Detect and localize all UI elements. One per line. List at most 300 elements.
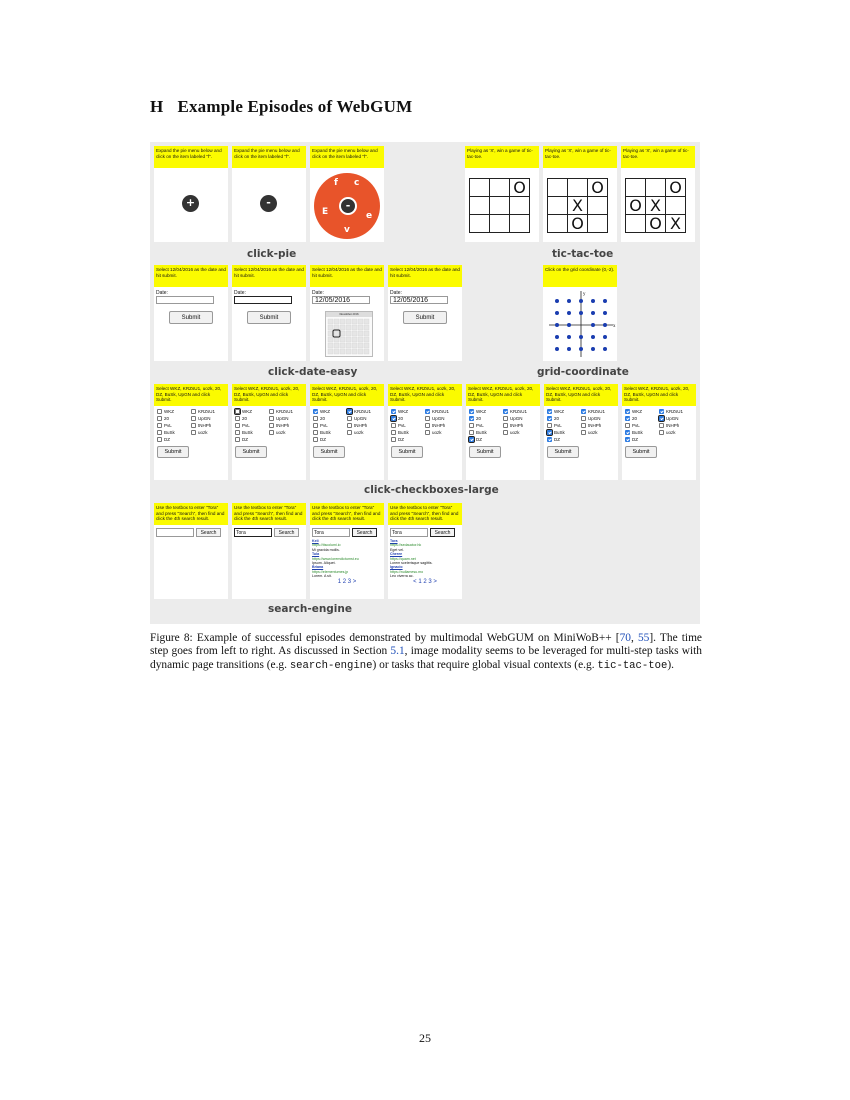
checkbox-option[interactable]: [391, 430, 425, 435]
checkbox[interactable]: [503, 416, 508, 421]
search-button[interactable]: Search: [196, 528, 221, 537]
checkbox[interactable]: [425, 416, 430, 421]
grid-point[interactable]: [567, 323, 571, 327]
checkbox[interactable]: [313, 416, 318, 421]
result-title[interactable]: Keli: [312, 539, 319, 543]
checkbox-option[interactable]: [191, 409, 225, 414]
calendar-day[interactable]: [352, 331, 357, 336]
calendar-day[interactable]: [346, 337, 351, 342]
checkbox-label: 20: [164, 416, 170, 421]
checkbox[interactable]: [235, 409, 240, 414]
calendar-day[interactable]: [358, 343, 363, 348]
checkbox[interactable]: [313, 423, 318, 428]
checkbox-option[interactable]: [191, 423, 225, 428]
checkbox-option[interactable]: [547, 409, 581, 414]
checkbox-step-5: [466, 384, 540, 480]
checkbox-label: BuSk: [164, 430, 175, 435]
date-input[interactable]: [234, 296, 292, 304]
search-step-4: [388, 503, 462, 599]
checkbox-option[interactable]: [313, 423, 347, 428]
ttt-cell[interactable]: [490, 197, 510, 215]
submit-button[interactable]: Submit: [547, 446, 579, 458]
date-field-label: Date:: [156, 290, 168, 296]
checkbox[interactable]: [157, 409, 162, 414]
grid-point[interactable]: [567, 299, 571, 303]
calendar-day[interactable]: [358, 337, 363, 342]
search-step-1: [154, 503, 228, 599]
calendar-day[interactable]: [340, 319, 345, 324]
checkbox-option[interactable]: [425, 416, 459, 421]
submit-button[interactable]: Submit: [625, 446, 657, 458]
section-link[interactable]: 5.1: [390, 645, 405, 658]
pie-item[interactable]: E: [322, 207, 329, 217]
grid-point[interactable]: [555, 323, 559, 327]
checkbox[interactable]: [659, 416, 664, 421]
checkbox-option[interactable]: [659, 409, 693, 414]
checkbox-label: PvL: [554, 423, 562, 428]
checkbox-label: KRZsU1: [354, 409, 372, 414]
ttt-cell[interactable]: [588, 197, 608, 215]
checkbox[interactable]: [659, 430, 664, 435]
checkbox-label: DZ: [632, 437, 638, 442]
checkbox[interactable]: [347, 430, 352, 435]
pie-item[interactable]: f: [334, 178, 338, 188]
ttt-cell[interactable]: [568, 215, 588, 233]
checkbox[interactable]: [391, 416, 396, 421]
checkbox[interactable]: [191, 430, 196, 435]
search-input[interactable]: Tora: [312, 528, 350, 537]
checkbox-label: KRZsU1: [666, 409, 684, 414]
checkbox-option[interactable]: [347, 409, 381, 414]
checkbox-option[interactable]: [581, 423, 615, 428]
checkbox-option[interactable]: [157, 430, 191, 435]
submit-button[interactable]: Submit: [157, 446, 189, 458]
ttt-cell[interactable]: [548, 179, 568, 197]
checkbox[interactable]: [469, 416, 474, 421]
search-instruction: Use the textbox to enter "Tora" and press "Search", then find and click the 4th search result.: [154, 503, 228, 525]
grid-point[interactable]: [591, 335, 595, 339]
checkbox[interactable]: [547, 416, 552, 421]
grid-point[interactable]: [567, 347, 571, 351]
calendar-day[interactable]: [364, 319, 369, 324]
ttt-cell[interactable]: [666, 197, 686, 215]
search-instruction: Use the textbox to enter "Tora" and press "Search", then find and click the 4th search result.: [232, 503, 306, 525]
ttt-cell[interactable]: [646, 179, 666, 197]
checkbox-option[interactable]: [313, 430, 347, 435]
calendar-day[interactable]: [364, 343, 369, 348]
checkbox-option[interactable]: [425, 409, 459, 414]
checkbox-option[interactable]: [425, 430, 459, 435]
checkbox[interactable]: [625, 409, 630, 414]
checkbox-option[interactable]: [157, 437, 191, 442]
grid-point[interactable]: [579, 335, 583, 339]
checkbox-label: tNHPh: [510, 423, 524, 428]
calendar-day[interactable]: [328, 325, 333, 330]
checkbox-option[interactable]: [347, 423, 381, 428]
checkbox[interactable]: [547, 409, 552, 414]
grid-point[interactable]: [579, 299, 583, 303]
submit-button[interactable]: Submit: [235, 446, 267, 458]
ttt-cell[interactable]: [490, 179, 510, 197]
checkbox[interactable]: [157, 430, 162, 435]
checkbox[interactable]: [547, 437, 552, 442]
calendar-day[interactable]: [358, 325, 363, 330]
ttt-mark: O: [591, 177, 604, 197]
checkbox[interactable]: [425, 409, 430, 414]
ttt-instruction: Playing as 'X', win a game of tic-tac-toe.: [621, 146, 695, 168]
checkbox[interactable]: [547, 430, 552, 435]
checkbox[interactable]: [313, 437, 318, 442]
checkbox[interactable]: [191, 416, 196, 421]
calendar-day[interactable]: [364, 337, 369, 342]
ttt-cell[interactable]: [568, 179, 588, 197]
checkbox-option[interactable]: [269, 416, 303, 421]
submit-button[interactable]: Submit: [469, 446, 501, 458]
calendar-day[interactable]: [352, 349, 357, 354]
calendar-day[interactable]: [358, 319, 363, 324]
calendar-popup: [325, 311, 373, 357]
date-input[interactable]: 12/05/2016: [312, 296, 370, 304]
grid-point[interactable]: [603, 335, 607, 339]
checkbox[interactable]: [313, 430, 318, 435]
ttt-cell[interactable]: [510, 215, 530, 233]
checkbox-option[interactable]: [391, 416, 425, 421]
checkbox[interactable]: [469, 423, 474, 428]
calendar-day[interactable]: [340, 325, 345, 330]
ttt-cell[interactable]: [626, 197, 646, 215]
calendar-day[interactable]: [328, 337, 333, 342]
calendar-day[interactable]: [364, 325, 369, 330]
checkbox-option[interactable]: [625, 409, 659, 414]
checkbox-option[interactable]: [235, 409, 269, 414]
grid-point[interactable]: [591, 311, 595, 315]
ttt-cell[interactable]: [666, 179, 686, 197]
grid-point[interactable]: [603, 299, 607, 303]
checkbox[interactable]: [391, 409, 396, 414]
checkbox-option[interactable]: [191, 430, 225, 435]
ttt-cell[interactable]: [666, 215, 686, 233]
pie-item[interactable]: v: [344, 225, 350, 235]
checkbox-option[interactable]: [625, 423, 659, 428]
checkbox[interactable]: [191, 409, 196, 414]
calendar-day[interactable]: [346, 319, 351, 324]
checkbox-label: UpGN: [198, 416, 211, 421]
checkbox-option[interactable]: [157, 423, 191, 428]
date-step-4: [388, 265, 462, 361]
checkbox-option[interactable]: [503, 409, 537, 414]
search-button[interactable]: Search: [352, 528, 377, 537]
checkbox[interactable]: [391, 430, 396, 435]
checkbox-option[interactable]: [581, 409, 615, 414]
checkbox[interactable]: [191, 423, 196, 428]
calendar-day[interactable]: [328, 349, 333, 354]
search-input[interactable]: [156, 528, 194, 537]
caption-text: ) or tasks that require global visual contexts (e.g.: [372, 658, 598, 671]
pie-menu-button[interactable]: -: [260, 195, 277, 212]
submit-button[interactable]: Submit: [169, 311, 213, 324]
checkbox-label: WKZ: [554, 409, 564, 414]
checkbox-option[interactable]: [235, 416, 269, 421]
grid-point[interactable]: [567, 335, 571, 339]
checkbox[interactable]: [469, 437, 474, 442]
checkbox-label: PvL: [164, 423, 172, 428]
calendar-day[interactable]: [334, 349, 339, 354]
checkbox[interactable]: [235, 423, 240, 428]
calendar-day[interactable]: [364, 349, 369, 354]
checkbox-option[interactable]: [503, 430, 537, 435]
checkbox[interactable]: [313, 409, 318, 414]
checkbox[interactable]: [581, 430, 586, 435]
calendar-day[interactable]: [346, 325, 351, 330]
checkbox-label: KRZsU1: [198, 409, 216, 414]
pie-menu-button[interactable]: -: [339, 197, 357, 215]
checkbox[interactable]: [625, 416, 630, 421]
grid-point[interactable]: [591, 323, 595, 327]
ttt-cell[interactable]: [470, 215, 490, 233]
checkbox-option[interactable]: [547, 416, 581, 421]
checkbox[interactable]: [347, 416, 352, 421]
grid-point[interactable]: [591, 299, 595, 303]
checkbox-option[interactable]: [547, 423, 581, 428]
checkbox-option[interactable]: [547, 430, 581, 435]
result-title[interactable]: Ignacio: [390, 565, 403, 570]
checkbox[interactable]: [625, 423, 630, 428]
checkbox-option[interactable]: [235, 430, 269, 435]
checkbox-label: WKZ: [320, 409, 330, 414]
pie-menu-button[interactable]: +: [182, 195, 199, 212]
result-title[interactable]: Cheree: [390, 552, 403, 557]
checkbox[interactable]: [391, 423, 396, 428]
checkbox-option[interactable]: [157, 409, 191, 414]
checkbox-option[interactable]: [313, 416, 347, 421]
calendar-day[interactable]: [364, 331, 369, 336]
ttt-cell[interactable]: [548, 215, 568, 233]
result-title[interactable]: Tora: [390, 539, 398, 543]
calendar-day[interactable]: [328, 319, 333, 324]
checkbox-option[interactable]: [313, 437, 347, 442]
checkbox[interactable]: [503, 423, 508, 428]
checkbox-instruction: Select WKZ, KRZsU1, uozk, 20, DZ, BuSk, UpGN and click Submit.: [466, 384, 540, 406]
checkbox-label: BuSk: [398, 430, 409, 435]
calendar-day[interactable]: [334, 319, 339, 324]
checkbox[interactable]: [269, 423, 274, 428]
calendar-day[interactable]: [352, 337, 357, 342]
checkbox-option[interactable]: [269, 430, 303, 435]
ttt-cell[interactable]: [568, 197, 588, 215]
ttt-cell[interactable]: [548, 197, 568, 215]
submit-button[interactable]: Submit: [391, 446, 423, 458]
checkbox[interactable]: [157, 416, 162, 421]
calendar-day[interactable]: [340, 343, 345, 348]
calendar-day[interactable]: [358, 331, 363, 336]
ttt-cell[interactable]: [588, 215, 608, 233]
checkbox-option[interactable]: [347, 416, 381, 421]
checkbox-option[interactable]: [547, 437, 581, 442]
checkbox[interactable]: [469, 430, 474, 435]
ttt-mark: O: [571, 213, 584, 233]
checkbox-label: tNHPh: [198, 423, 212, 428]
result-url: https://sedauctor.hk: [390, 543, 422, 548]
checkbox-option[interactable]: [659, 430, 693, 435]
checkbox-option[interactable]: [157, 416, 191, 421]
checkbox-option[interactable]: [581, 416, 615, 421]
date-instruction: Select 12/04/2016 as the date and hit submit.: [388, 265, 462, 287]
ttt-cell[interactable]: [470, 179, 490, 197]
result-title[interactable]: Tula: [312, 552, 320, 557]
search-button[interactable]: Search: [274, 528, 299, 537]
checkbox[interactable]: [503, 430, 508, 435]
checkbox[interactable]: [157, 437, 162, 442]
checkbox-option[interactable]: [391, 423, 425, 428]
calendar-day[interactable]: [334, 331, 339, 336]
calendar-day[interactable]: [340, 337, 345, 342]
ttt-cell[interactable]: [510, 197, 530, 215]
checkbox-option[interactable]: [269, 409, 303, 414]
calendar-day[interactable]: [328, 331, 333, 336]
checkbox[interactable]: [659, 423, 664, 428]
checkbox-label: uozk: [666, 430, 676, 435]
submit-button[interactable]: Submit: [403, 311, 447, 324]
grid-plot: [543, 287, 617, 359]
ttt-cell[interactable]: [626, 179, 646, 197]
grid-point[interactable]: [555, 335, 559, 339]
checkbox-option[interactable]: [347, 430, 381, 435]
ttt-step-2: [543, 146, 617, 242]
search-input[interactable]: Tora: [234, 528, 272, 537]
checkbox-option[interactable]: [625, 430, 659, 435]
search-input[interactable]: Tora: [390, 528, 428, 537]
checkbox-option[interactable]: [625, 416, 659, 421]
checkbox[interactable]: [625, 437, 630, 442]
calendar-day[interactable]: [346, 331, 351, 336]
checkbox-label: BuSk: [476, 430, 487, 435]
checkbox-option[interactable]: [391, 409, 425, 414]
pagination[interactable]: 1 2 3 >: [337, 578, 357, 585]
calendar-day[interactable]: [328, 343, 333, 348]
calendar-day[interactable]: [346, 343, 351, 348]
checkbox-label: UpGN: [276, 416, 289, 421]
grid-point[interactable]: [603, 311, 607, 315]
checkbox-option[interactable]: [269, 423, 303, 428]
checkbox[interactable]: [503, 409, 508, 414]
checkbox[interactable]: [425, 423, 430, 428]
grid-point[interactable]: [579, 347, 583, 351]
checkbox[interactable]: [581, 416, 586, 421]
checkbox[interactable]: [269, 409, 274, 414]
grid-point[interactable]: [555, 311, 559, 315]
pie-item[interactable]: e: [366, 211, 373, 221]
checkbox-option[interactable]: [191, 416, 225, 421]
checkbox[interactable]: [547, 423, 552, 428]
calendar-day[interactable]: [346, 349, 351, 354]
citation-link[interactable]: 70: [619, 632, 631, 644]
checkbox[interactable]: [235, 437, 240, 442]
checkbox[interactable]: [269, 430, 274, 435]
checkbox[interactable]: [425, 430, 430, 435]
grid-point[interactable]: [555, 347, 559, 351]
checkbox-option[interactable]: [391, 437, 425, 442]
checkbox-option[interactable]: [425, 423, 459, 428]
checkbox-label: BuSk: [554, 430, 565, 435]
grid-point[interactable]: [603, 347, 607, 351]
date-input[interactable]: 12/05/2016: [390, 296, 448, 304]
checkbox[interactable]: [269, 416, 274, 421]
checkbox[interactable]: [581, 423, 586, 428]
result-title[interactable]: Briana: [312, 565, 324, 570]
checkbox-instruction: Select WKZ, KRZsU1, uozk, 20, DZ, BuSk, UpGN and click Submit.: [622, 384, 696, 406]
checkbox-option[interactable]: [235, 437, 269, 442]
checkbox[interactable]: [347, 409, 352, 414]
grid-point[interactable]: [603, 323, 607, 327]
checkbox-option[interactable]: [503, 416, 537, 421]
ttt-cell[interactable]: [626, 215, 646, 233]
calendar-day[interactable]: [334, 337, 339, 342]
grid-point[interactable]: [579, 311, 583, 315]
submit-button[interactable]: Submit: [313, 446, 345, 458]
calendar-day[interactable]: [340, 331, 345, 336]
checkbox[interactable]: [235, 416, 240, 421]
ttt-cell[interactable]: [490, 215, 510, 233]
ttt-cell[interactable]: [510, 179, 530, 197]
checkbox-option[interactable]: [659, 423, 693, 428]
checkbox[interactable]: [391, 437, 396, 442]
calendar-day[interactable]: [358, 349, 363, 354]
checkbox-option[interactable]: [503, 423, 537, 428]
checkbox-option[interactable]: [581, 430, 615, 435]
checkbox[interactable]: [469, 409, 474, 414]
grid-point[interactable]: [567, 311, 571, 315]
calendar-day[interactable]: [334, 343, 339, 348]
citation-link[interactable]: 55: [637, 632, 650, 644]
date-input[interactable]: [156, 296, 214, 304]
checkbox-option[interactable]: [469, 423, 503, 428]
search-button[interactable]: Search: [430, 528, 455, 537]
date-instruction: Select 12/04/2016 as the date and hit submit.: [310, 265, 384, 287]
calendar-day[interactable]: [352, 343, 357, 348]
pie-item[interactable]: c: [354, 178, 360, 188]
calendar-day[interactable]: [340, 349, 345, 354]
checkbox-option[interactable]: [313, 409, 347, 414]
checkbox[interactable]: [235, 430, 240, 435]
result-url: https://www.loremdictumst.eu: [312, 556, 359, 561]
checkbox-option[interactable]: [469, 409, 503, 414]
grid-point[interactable]: [591, 347, 595, 351]
checkbox-option[interactable]: [659, 416, 693, 421]
checkbox-label: PvL: [476, 423, 484, 428]
calendar-day[interactable]: [334, 325, 339, 330]
ttt-cell[interactable]: [588, 179, 608, 197]
checkbox[interactable]: [157, 423, 162, 428]
checkbox-option[interactable]: [625, 437, 659, 442]
ttt-cell[interactable]: [470, 197, 490, 215]
checkbox-option[interactable]: [469, 430, 503, 435]
checkbox[interactable]: [659, 409, 664, 414]
calendar-day[interactable]: [352, 319, 357, 324]
checkbox-option[interactable]: [469, 437, 503, 442]
grid-point[interactable]: [555, 299, 559, 303]
checkbox[interactable]: [581, 409, 586, 414]
checkbox-option[interactable]: [235, 423, 269, 428]
pagination[interactable]: < 1 2 3 >: [413, 578, 437, 585]
ttt-cell[interactable]: [646, 215, 666, 233]
checkbox[interactable]: [347, 423, 352, 428]
checkbox[interactable]: [625, 430, 630, 435]
ttt-cell[interactable]: [646, 197, 666, 215]
checkbox-option[interactable]: [469, 416, 503, 421]
calendar-day[interactable]: [352, 325, 357, 330]
submit-button[interactable]: Submit: [247, 311, 291, 324]
ttt-mark: X: [572, 195, 583, 215]
